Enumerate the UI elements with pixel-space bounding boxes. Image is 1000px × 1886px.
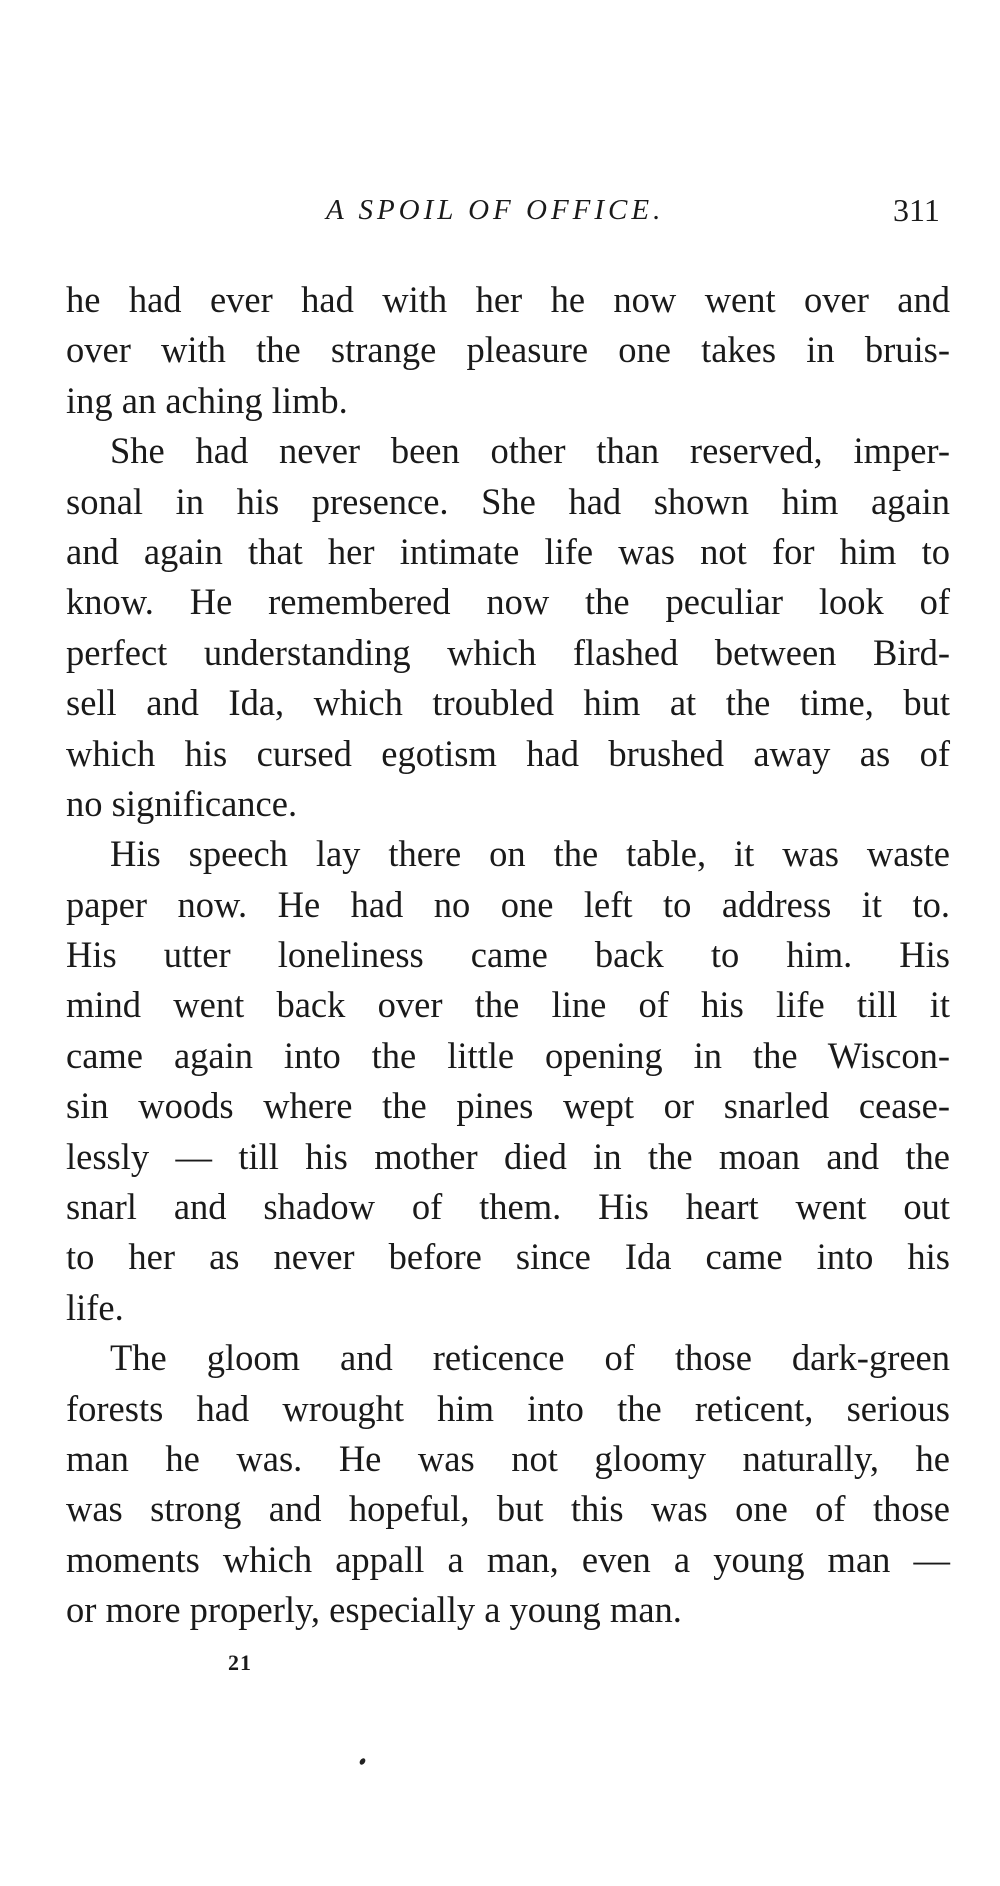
text-line: sell and Ida, which troubled him at the time, but bbox=[66, 682, 950, 724]
running-header bbox=[0, 185, 1000, 235]
ink-speck bbox=[358, 1757, 366, 1766]
text-line: over with the strange pleasure one takes in bruis- bbox=[66, 329, 950, 371]
text-line: perfect understanding which flashed between Bird- bbox=[66, 631, 950, 673]
text-line: he had ever had with her he now went over and bbox=[66, 279, 950, 320]
body-text bbox=[66, 275, 950, 1636]
text-line: forests had wrought him into the reticent, serious bbox=[66, 1387, 950, 1429]
paragraph-start-line: His speech lay there on the table, it was waste bbox=[110, 833, 950, 875]
text-line: sin woods where the pines wept or snarled cease- bbox=[66, 1085, 950, 1127]
text-line: paper now. He had no one left to address it to. bbox=[66, 883, 950, 925]
page-number: 311 bbox=[893, 192, 940, 228]
text-line: moments which appall a man, even a young man — bbox=[66, 1538, 950, 1580]
text-line: no significance. bbox=[66, 782, 298, 824]
text-line: mind went back over the line of his life till it bbox=[66, 984, 950, 1026]
running-title: A SPOIL OF OFFICE. bbox=[326, 194, 665, 226]
text-line: or more properly, especially a young man. bbox=[66, 1589, 682, 1631]
text-line: was strong and hopeful, but this was one of those bbox=[66, 1488, 950, 1530]
paragraph-start-line: She had never been other than reserved, imper- bbox=[110, 430, 950, 472]
text-line: life. bbox=[66, 1286, 124, 1328]
text-line: came again into the little opening in the Wiscon- bbox=[66, 1034, 950, 1076]
signature-mark: 21 bbox=[228, 1650, 252, 1675]
text-line: and again that her intimate life was not for him to bbox=[66, 530, 950, 572]
text-line: man he was. He was not gloomy naturally, he bbox=[66, 1437, 950, 1479]
text-line: ing an aching limb. bbox=[66, 379, 348, 421]
text-line: sonal in his presence. She had shown him again bbox=[66, 480, 950, 522]
text-line: know. He remembered now the peculiar look of bbox=[66, 581, 950, 623]
text-line: His utter loneliness came back to him. His bbox=[66, 934, 950, 976]
text-line: which his cursed egotism had brushed away as of bbox=[66, 732, 950, 774]
text-line: lessly — till his mother died in the moan and the bbox=[66, 1135, 950, 1177]
text-line: to her as never before since Ida came into his bbox=[66, 1236, 950, 1278]
text-line: snarl and shadow of them. His heart went out bbox=[66, 1186, 950, 1228]
paragraph-start-line: The gloom and reticence of those dark-green bbox=[110, 1337, 950, 1379]
